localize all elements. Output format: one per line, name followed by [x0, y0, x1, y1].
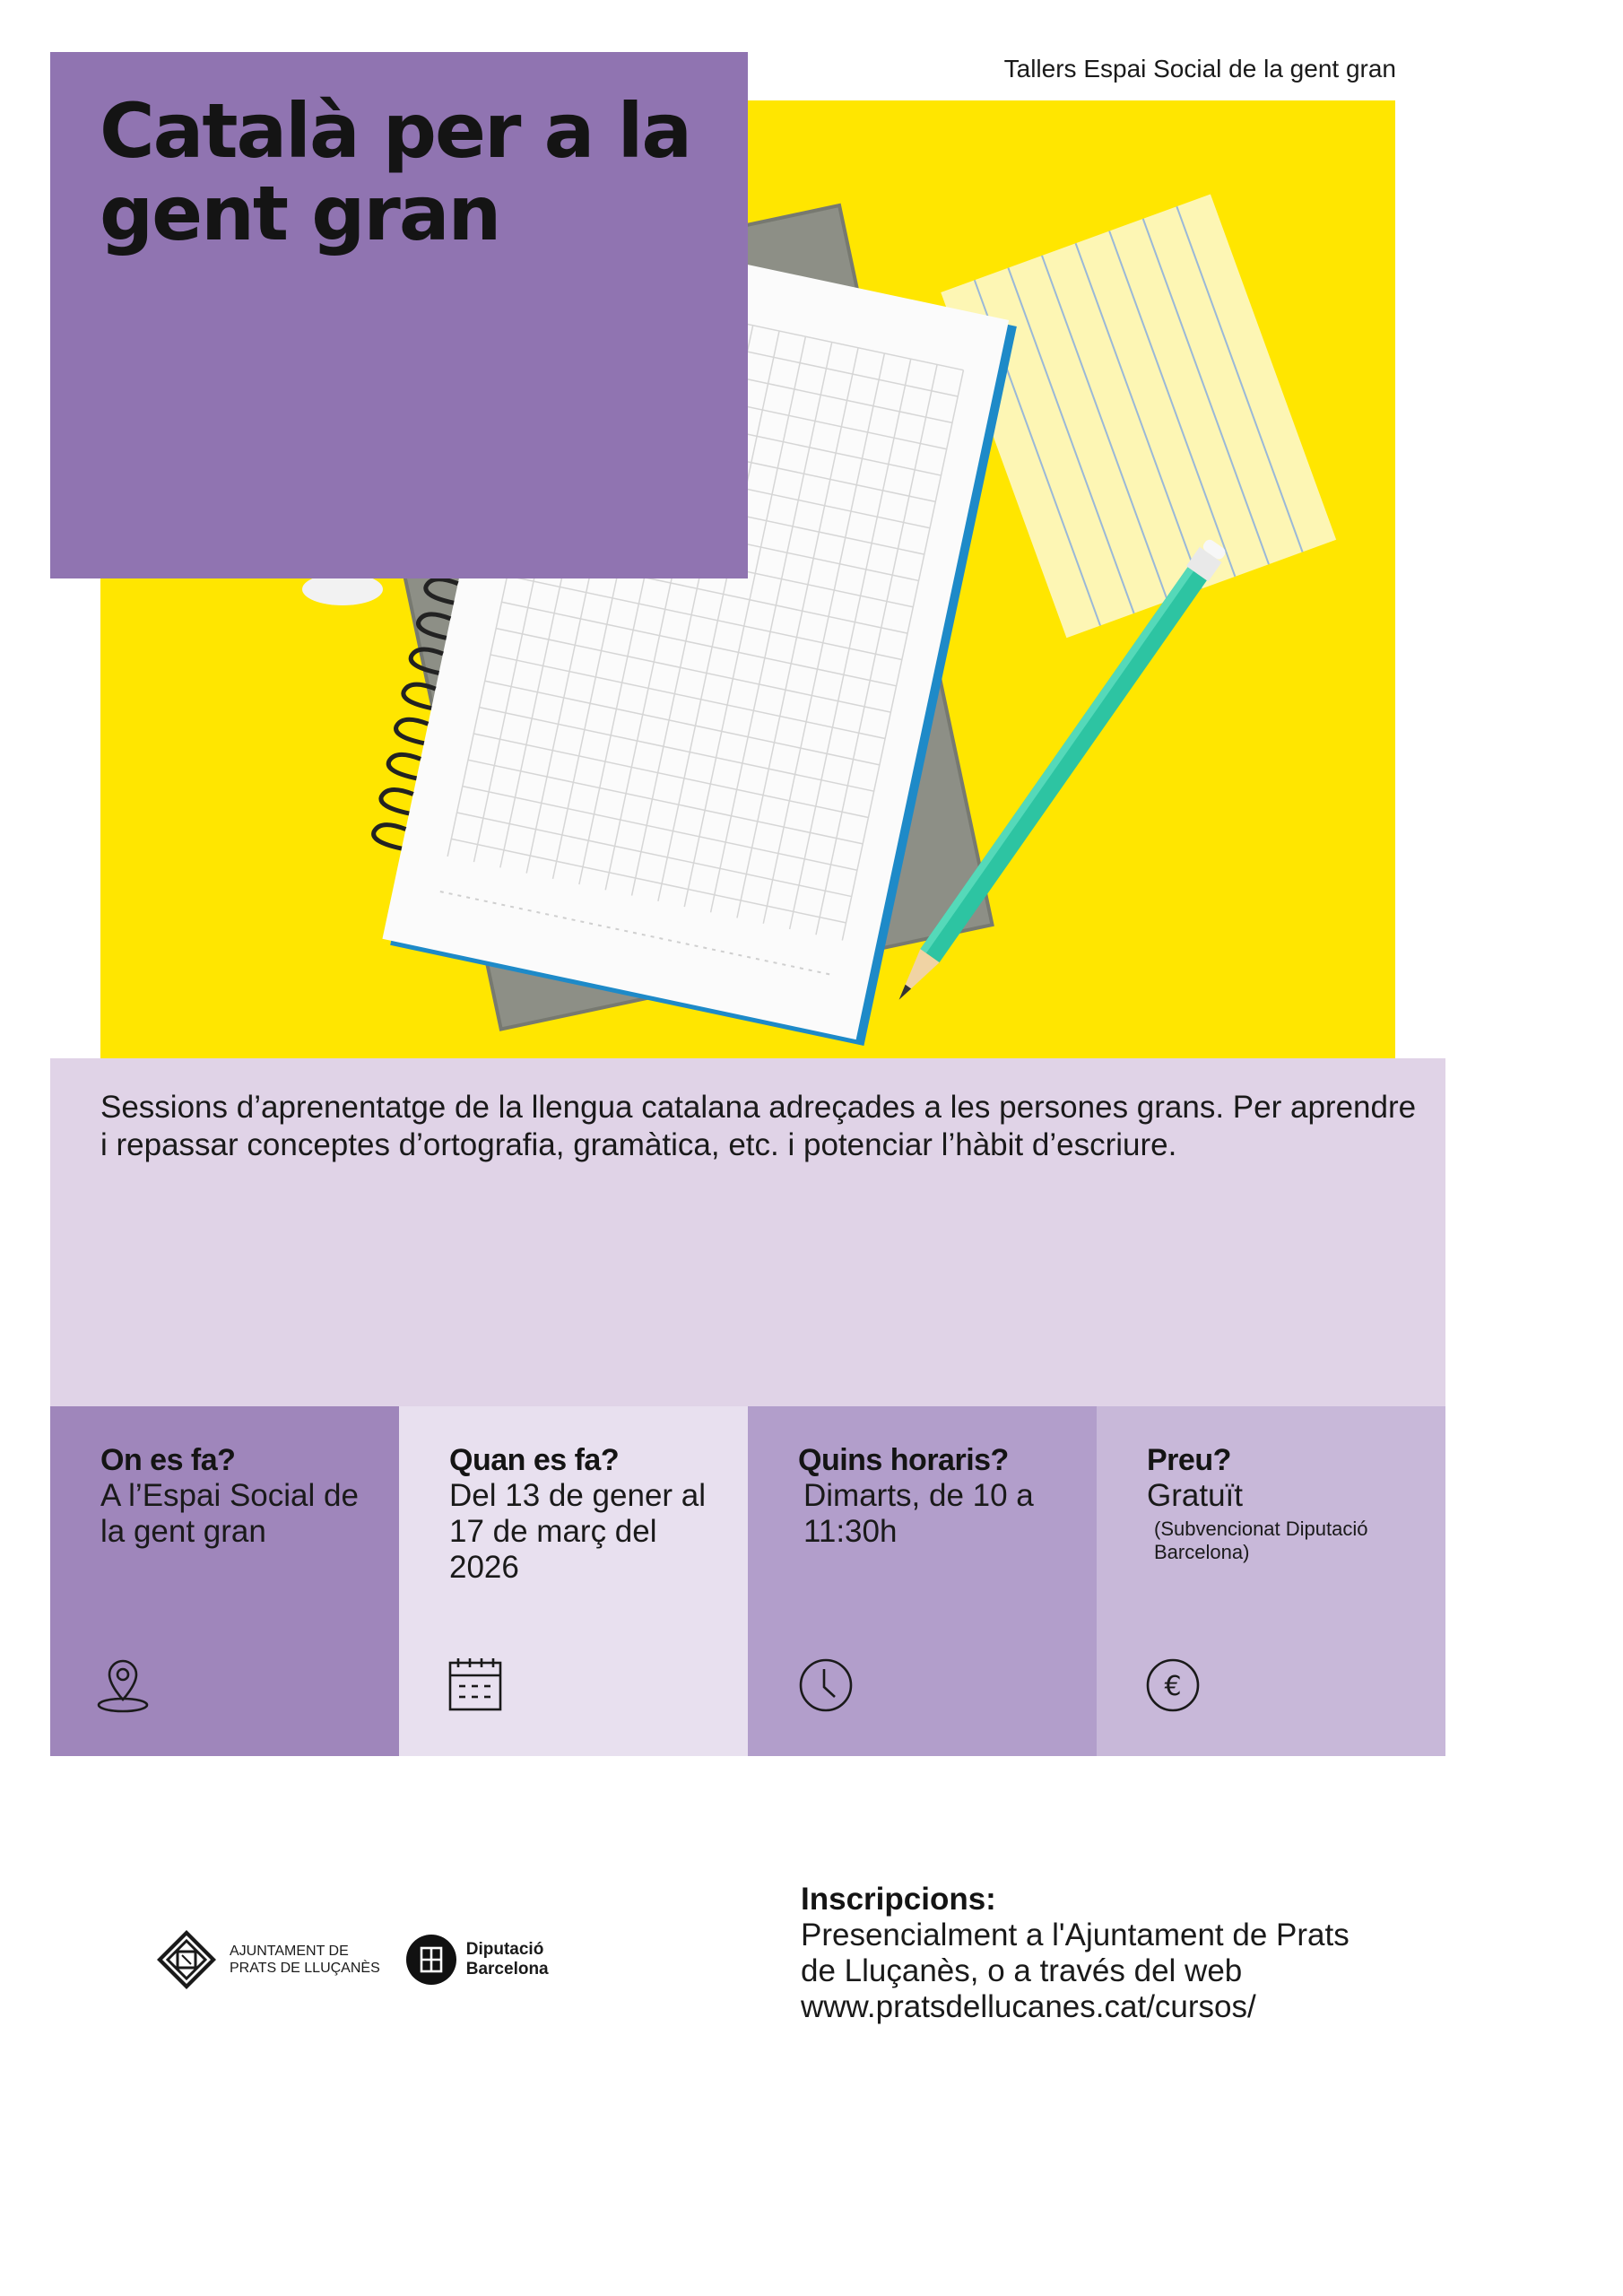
- ajuntament-line-2: PRATS DE LLUÇANÈS: [230, 1961, 380, 1976]
- calendar-icon: [446, 1656, 505, 1715]
- info-note: (Subvencionat Diputació Barcelona): [1154, 1518, 1368, 1563]
- info-answer: Gratuït: [1147, 1478, 1243, 1513]
- sponsor-logos: [154, 1928, 549, 1991]
- page-title: Català per a la gent gran: [100, 87, 691, 257]
- info-grid: [50, 1406, 1445, 1756]
- diputacio-line-1: Diputació: [465, 1940, 544, 1959]
- info-question: Quan es fa?: [449, 1443, 620, 1477]
- ajuntament-line-1: AJUNTAMENT DE: [230, 1944, 349, 1959]
- info-question: Quins horaris?: [798, 1443, 1009, 1477]
- info-answer: Dimarts, de 10 a 11:30h: [803, 1478, 1034, 1549]
- ajuntament-emblem-icon: [154, 1927, 219, 1992]
- info-cell-price: [1097, 1406, 1445, 1756]
- clock-icon: [796, 1656, 855, 1715]
- info-cell-dates: [399, 1406, 748, 1756]
- info-answer: A l’Espai Social de la gent gran: [100, 1478, 359, 1549]
- description-band: [50, 1058, 1445, 1406]
- registration-heading: Inscripcions:: [801, 1882, 996, 1917]
- registration-line: Presencialment a l'Ajuntament de Prats: [801, 1918, 1350, 1952]
- logo-diputacio: [405, 1934, 549, 1986]
- info-cell-location: [50, 1406, 399, 1756]
- info-question: Preu?: [1147, 1443, 1231, 1477]
- info-cell-schedule: [748, 1406, 1097, 1756]
- diputacio-emblem-icon: [405, 1934, 457, 1986]
- registration-info: [801, 1882, 1482, 2025]
- registration-url[interactable]: www.pratsdellucanes.cat/cursos/: [801, 1989, 1256, 2024]
- title-box: [50, 52, 748, 578]
- header-tagline: Tallers Espai Social de la gent gran: [1003, 55, 1396, 83]
- svg-text:€: €: [1164, 1671, 1182, 1702]
- description-text: Sessions d’aprenentatge de la llengua catalana adreçades a les persones grans. Per aprendre i repassar conceptes d’ortografia, gramàtica, etc. i potenciar l’hàbit d’escriure.: [100, 1090, 1417, 1162]
- info-answer: Del 13 de gener al 17 de març del 2026: [449, 1478, 707, 1585]
- info-question: On es fa?: [100, 1443, 236, 1477]
- logo-ajuntament: [154, 1927, 380, 1992]
- diputacio-line-2: Barcelona: [465, 1960, 549, 1979]
- euro-icon: [1143, 1656, 1202, 1715]
- registration-line: de Lluçanès, o a través del web: [801, 1953, 1243, 1988]
- location-pin-icon: [93, 1656, 152, 1715]
